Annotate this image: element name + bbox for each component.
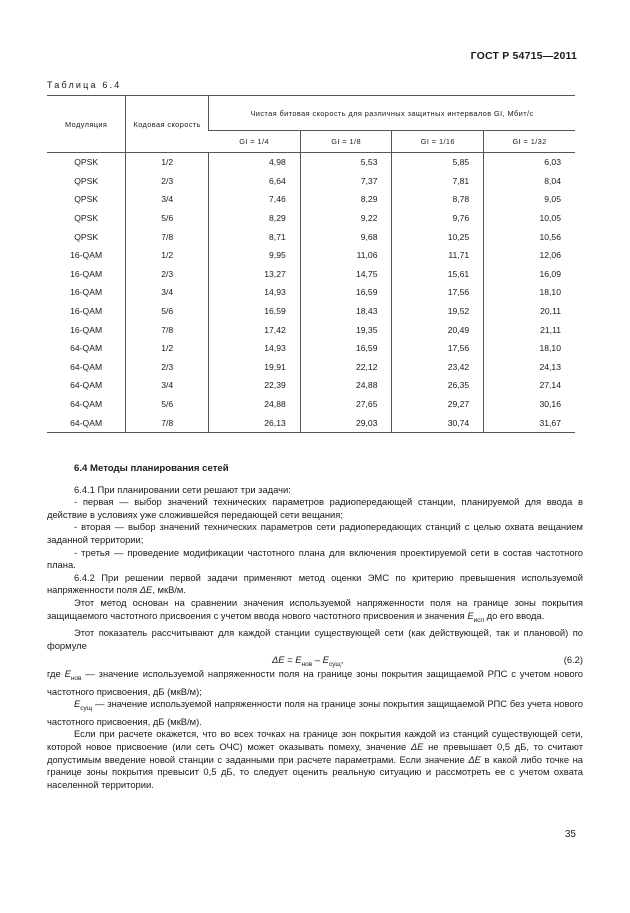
cell-modulation: QPSK [74,194,99,205]
cell-code-rate: 7/8 [126,413,209,432]
column-header-gi: GI = 1/8 [300,131,392,153]
cell-modulation: 64-QAM [47,413,126,432]
cell-modulation: 16-QAM [70,324,103,335]
cell-bitrate: 24,13 [484,358,575,377]
cell-bitrate: 16,59 [300,339,392,358]
section-title: 6.4 Методы планирования сетей [74,463,229,474]
cell-bitrate: 16,09 [484,265,575,284]
table-row [47,153,575,172]
cell-bitrate: 10,25 [392,227,484,246]
cell-code-rate: 2/3 [126,265,209,284]
cell-bitrate: 29,27 [392,395,484,414]
cell-bitrate: 31,67 [484,413,575,432]
table-row [47,283,575,302]
formula-number: (6.2) [563,654,583,666]
cell-bitrate: 14,93 [209,339,301,358]
table-row [47,227,575,246]
cell-bitrate: 20,11 [484,302,575,321]
cell-bitrate: 4,98 [209,153,301,172]
cell-modulation: QPSK [74,213,99,224]
cell-bitrate: 9,68 [300,227,392,246]
cell-bitrate: 8,04 [484,172,575,191]
cell-code-rate: 5/6 [126,395,209,414]
cell-bitrate: 17,56 [392,283,484,302]
column-header-bitrate: Чистая битовая скорость для различных защитных интервалов GI, Мбит/с [209,96,575,131]
cell-bitrate: 9,76 [392,209,484,228]
cell-bitrate: 30,74 [392,413,484,432]
page-number: 35 [564,829,576,840]
table-row [47,376,575,395]
cell-code-rate: 3/4 [126,190,209,209]
cell-bitrate: 24,88 [300,376,392,395]
cell-bitrate: 6,64 [209,172,301,191]
cell-code-rate: 5/6 [126,209,209,228]
cell-bitrate: 26,35 [392,376,484,395]
cell-code-rate: 1/2 [126,153,209,172]
cell-modulation: 64-QAM [70,361,103,372]
cell-code-rate: 5/6 [126,302,209,321]
cell-bitrate: 8,29 [209,209,301,228]
cell-bitrate: 18,10 [484,339,575,358]
table-row [47,172,575,191]
cell-bitrate: 8,78 [392,190,484,209]
cell-bitrate: 15,61 [392,265,484,284]
column-header-gi: GI = 1/32 [484,131,575,153]
cell-bitrate: 18,10 [484,283,575,302]
paragraph-where: где $E_{нов}$ — значение используемой напряженности поля на границе зоны покрытия защищаемой РПС с учетом нового частотного присвоения, дБ (мкВ/м); [47,668,583,697]
cell-modulation: QPSK [74,231,99,242]
cell-bitrate: 11,71 [392,246,484,265]
table-row [47,209,575,228]
table-row [47,190,575,209]
table-row [47,339,575,358]
cell-modulation: 16-QAM [70,306,103,317]
cell-bitrate: 21,11 [484,320,575,339]
cell-modulation: 64-QAM [70,399,103,410]
table-row [47,246,575,265]
paragraph: - вторая — выбор значений технических параметров сети радиопередающих станций с целью охвата вещанием заданной территории; [47,521,583,545]
cell-bitrate: 29,03 [300,413,392,432]
cell-modulation: 16-QAM [70,268,103,279]
paragraph: - первая — выбор значений технических параметров радиопередающей станции, планируемой для ввода в действие в условиях уже сложившейся передающей сети вещания; [47,496,583,520]
cell-modulation: QPSK [74,157,99,168]
cell-bitrate: 19,52 [392,302,484,321]
table-row [47,320,575,339]
cell-bitrate: 20,49 [392,320,484,339]
table-row [47,265,575,284]
cell-bitrate: 24,88 [209,395,301,414]
cell-bitrate: 14,93 [209,283,301,302]
cell-bitrate: 22,39 [209,376,301,395]
cell-bitrate: 19,91 [209,358,301,377]
cell-bitrate: 16,59 [209,302,301,321]
cell-modulation: QPSK [74,175,99,186]
paragraph: 6.4.2 При решении первой задачи применяют метод оценки ЭМС по критерию превышения используемой напряженности поля ΔE, мкВ/м. [47,571,583,596]
table-row [47,302,575,321]
cell-bitrate: 10,56 [484,227,575,246]
cell-bitrate: 12,06 [484,246,575,265]
cell-code-rate: 2/3 [126,358,209,377]
cell-bitrate: 17,56 [392,339,484,358]
cell-bitrate: 23,42 [392,358,484,377]
cell-bitrate: 10,05 [484,209,575,228]
cell-bitrate: 9,05 [484,190,575,209]
cell-bitrate: 16,59 [300,283,392,302]
cell-bitrate: 30,16 [484,395,575,414]
paragraph: 6.4.1 При планировании сети решают три задачи: [74,483,291,495]
cell-bitrate: 9,95 [209,246,301,265]
paragraph: $E_{сущ}$ — значение используемой напряженности поля на границе зоны покрытия защищаемой РПС без учета нового частотного присвоения, дБ (мкВ/м). [47,698,583,727]
column-header-gi: GI = 1/4 [209,131,301,153]
cell-bitrate: 7,37 [300,172,392,191]
paragraph: - третья — проведение модификации частотного плана для включения проектируемой сети в состав частотного плана. [47,546,583,571]
cell-bitrate: 27,65 [300,395,392,414]
formula-6-2 [47,652,583,668]
cell-bitrate: 8,29 [300,190,392,209]
cell-bitrate: 7,46 [209,190,301,209]
cell-code-rate: 3/4 [126,376,209,395]
table-row [47,395,575,414]
cell-modulation: 64-QAM [70,343,103,354]
cell-bitrate: 7,81 [392,172,484,191]
document-id-header: ГОСТ Р 54715—2011 [470,50,577,62]
cell-bitrate: 26,13 [209,413,301,432]
cell-code-rate: 3/4 [126,283,209,302]
paragraph: Этот метод основан на сравнении значения используемой напряженности поля на границе зоны покрытия защищаемого частотного присвоения с учетом ввода нового частотного присвоения и значения $E_{исп}$ до его ввода. [47,596,583,624]
cell-bitrate: 13,27 [209,265,301,284]
formula-expression: $\Delta E = E_{нов} - E_{сущ}$, [272,654,344,669]
cell-bitrate: 14,75 [300,265,392,284]
table-caption: Таблица 6.4 [47,80,122,90]
cell-code-rate: 1/2 [126,339,209,358]
table-row [47,358,575,377]
cell-bitrate: 19,35 [300,320,392,339]
cell-bitrate: 5,53 [300,153,392,172]
column-header-code-rate: Кодовая скорость [126,96,209,153]
cell-bitrate: 6,03 [484,153,575,172]
cell-bitrate: 9,22 [300,209,392,228]
cell-modulation: 16-QAM [70,250,103,261]
cell-bitrate: 8,71 [209,227,301,246]
cell-code-rate: 2/3 [126,172,209,191]
paragraph: Если при расчете окажется, что во всех точках на границе зон покрытия каждой из станций существующей сети, которой новое присвоение (или сеть ОЧС) может оказывать помеху, значение ΔE не превышает 0,5 дБ, то считают допустимым введение новой станции с заданными при расчете параметрами. Если значение ΔE в какой либо точке на границе зоны покрытия превысит 0,5 дБ, то следует оценить реальную ситуацию и рассмотреть ее с учетом охвата населенной территории. [47,728,583,790]
column-header-modulation: Модуляция [47,96,126,153]
cell-bitrate: 5,85 [392,153,484,172]
column-header-gi: GI = 1/16 [392,131,484,153]
cell-code-rate: 7/8 [126,227,209,246]
table-body [47,153,575,433]
cell-bitrate: 18,43 [300,302,392,321]
bitrate-table [47,95,575,433]
cell-modulation: 16-QAM [70,287,103,298]
paragraph: Этот показатель рассчитывают для каждой станции существующей сети (как действующей, так и плановой) по формуле [47,627,583,651]
cell-bitrate: 27,14 [484,376,575,395]
section-body [47,463,583,791]
cell-code-rate: 7/8 [126,320,209,339]
table-row [47,413,575,432]
cell-code-rate: 1/2 [126,246,209,265]
cell-bitrate: 22,12 [300,358,392,377]
cell-bitrate: 11,06 [300,246,392,265]
cell-bitrate: 17,42 [209,320,301,339]
cell-modulation: 64-QAM [70,380,103,391]
